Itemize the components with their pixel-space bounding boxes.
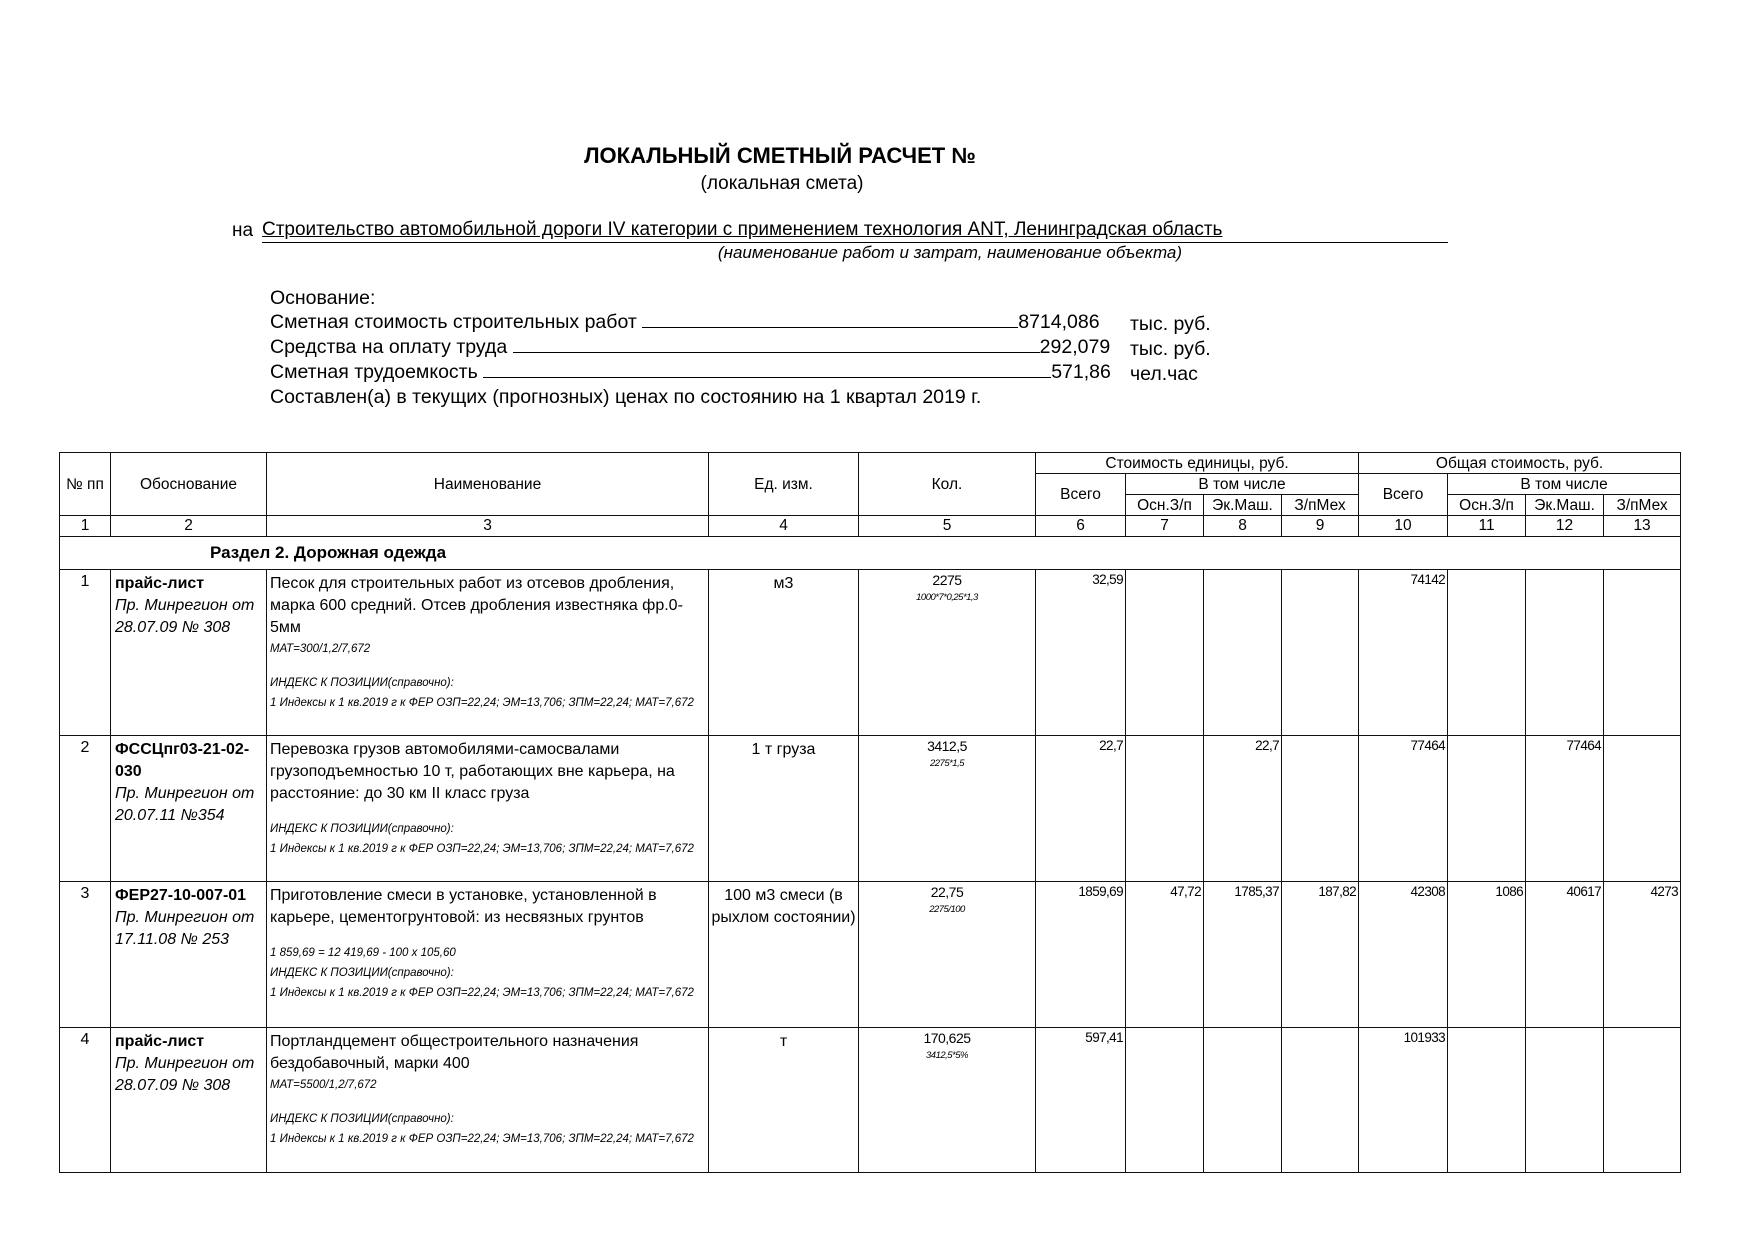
table-row	[60, 570, 1681, 736]
column-number: 7	[1126, 516, 1204, 537]
row-qty	[859, 570, 1036, 736]
row-name	[267, 570, 709, 736]
table-row	[60, 736, 1681, 882]
column-number: 4	[709, 516, 859, 537]
cell-unit-mech	[1282, 1028, 1359, 1173]
price-code: прайс-лист	[115, 575, 205, 592]
index-text: 1 Индексы к 1 кв.2019 г к ФЕР ОЗП=22,24; ЭМ=13,706; ЗПМ=22,24; МАТ=7,672	[270, 987, 694, 999]
price-level: Составлен(а) в текущих (прогнозных) ценах по состоянию на 1 квартал 2019 г.	[270, 386, 982, 408]
cell-unit-osn	[1126, 1028, 1204, 1173]
cell-sum-mech	[1604, 736, 1681, 882]
price-reference: Пр. Минрегион от 17.11.08 № 253	[115, 909, 255, 948]
item-name: Песок для строительных работ из отсевов дробления, марка 600 средний. Отсев дробления известняка фр.0-5мм	[270, 575, 683, 636]
basis-line-labor	[270, 361, 1198, 385]
header-unit-cost: Стоимость единицы, руб.	[1036, 453, 1359, 474]
price-reference: Пр. Минрегион от 28.07.09 № 308	[115, 597, 255, 636]
cell-sum-osn	[1448, 1028, 1526, 1173]
basis-line-cost	[270, 311, 1211, 335]
cell-unit-mash: 22,7	[1204, 736, 1282, 882]
fill-line	[483, 377, 1051, 378]
basis-unit: тыс. руб.	[1130, 338, 1211, 360]
basis-label: Сметная трудоемкость	[270, 361, 478, 383]
table-row	[60, 882, 1681, 1028]
row-number: 2	[60, 736, 111, 882]
basis-label: Средства на оплату труда	[270, 336, 508, 358]
basis-value: 571,86	[1051, 361, 1111, 383]
cell-sum-mech	[1604, 570, 1681, 736]
price-reference: Пр. Минрегион от 28.07.09 № 308	[115, 1055, 255, 1094]
cell-unit-total: 1859,69	[1036, 882, 1126, 1028]
cell-unit-mash	[1204, 1028, 1282, 1173]
qty-value: 22,75	[930, 884, 964, 900]
row-unit: м3	[709, 570, 859, 736]
row-unit: т	[709, 1028, 859, 1173]
header-basis: Обоснование	[111, 453, 267, 516]
qty-formula: 2275/100	[929, 904, 965, 915]
column-number: 6	[1036, 516, 1126, 537]
qty-value: 3412,5	[927, 738, 967, 754]
basis-value: 292,079	[1039, 336, 1111, 358]
qty-formula: 3412,5*5%	[926, 1050, 968, 1061]
header-qty: Кол.	[859, 453, 1036, 516]
column-number: 5	[859, 516, 1036, 537]
row-number: 1	[60, 570, 111, 736]
basis-line-wages	[270, 336, 1211, 360]
basis-value: 8714,086	[1018, 311, 1100, 333]
cell-unit-total: 597,41	[1036, 1028, 1126, 1173]
cell-unit-total: 32,59	[1036, 570, 1126, 736]
cell-sum-mash	[1526, 1028, 1604, 1173]
row-basis	[111, 1028, 267, 1173]
fill-line	[513, 352, 1040, 353]
basis-label: Сметная стоимость строительных работ	[270, 311, 637, 333]
cell-sum-mech: 4273	[1604, 882, 1681, 1028]
header-total-cost: Общая стоимость, руб.	[1359, 453, 1681, 474]
qty-value: 170,625	[923, 1030, 971, 1046]
item-name: Перевозка грузов автомобилями-самосвалами грузоподъемностью 10 т, работающих вне карьера, на расстояние: до 30 км II класс груза	[270, 741, 675, 802]
item-name: Портландцемент общестроительного назначения бездобавочный, марки 400	[270, 1033, 639, 1072]
price-code: прайс-лист	[115, 1033, 205, 1050]
calc-note: 1 859,69 = 12 419,69 - 100 x 105,60	[270, 947, 456, 959]
header-sum-zp-mech: З/пМех	[1604, 495, 1681, 516]
row-name	[267, 882, 709, 1028]
cell-unit-osn: 47,72	[1126, 882, 1204, 1028]
cell-unit-mech: 187,82	[1282, 882, 1359, 1028]
mat-note: МАТ=5500/1,2/7,672	[270, 1079, 377, 1091]
header-unit-including: В том числе	[1126, 474, 1359, 495]
table-row	[60, 1028, 1681, 1173]
index-title: ИНДЕКС К ПОЗИЦИИ(справочно):	[270, 823, 454, 835]
header-no: № пп	[60, 453, 111, 516]
qty-formula: 1000*7*0,25*1,3	[916, 592, 978, 603]
basis-heading: Основание:	[270, 287, 376, 309]
cell-sum-osn: 1086	[1448, 882, 1526, 1028]
column-number-row	[60, 516, 1681, 537]
row-name	[267, 1028, 709, 1173]
row-unit: 1 т груза	[709, 736, 859, 882]
index-text: 1 Индексы к 1 кв.2019 г к ФЕР ОЗП=22,24; ЭМ=13,706; ЗПМ=22,24; МАТ=7,672	[270, 1133, 694, 1145]
index-title: ИНДЕКС К ПОЗИЦИИ(справочно):	[270, 1113, 454, 1125]
row-qty	[859, 882, 1036, 1028]
column-number: 2	[111, 516, 267, 537]
basis-unit: тыс. руб.	[1130, 313, 1211, 335]
row-name	[267, 736, 709, 882]
row-unit: 100 м3 смеси (в рыхлом состоянии)	[709, 882, 859, 1028]
cell-unit-osn	[1126, 570, 1204, 736]
row-qty	[859, 736, 1036, 882]
cell-sum-osn	[1448, 736, 1526, 882]
header-sum-osn-zp: Осн.З/п	[1448, 495, 1526, 516]
qty-formula: 2275*1,5	[929, 758, 965, 769]
header-sum-ek-mash: Эк.Маш.	[1526, 495, 1604, 516]
cell-unit-mash	[1204, 570, 1282, 736]
header-unit-zp-mech: З/пМех	[1282, 495, 1359, 516]
section-title: Раздел 2. Дорожная одежда	[60, 537, 1681, 570]
header-sum-total: Всего	[1359, 474, 1448, 516]
header-unit-total: Всего	[1036, 474, 1126, 516]
index-title: ИНДЕКС К ПОЗИЦИИ(справочно):	[270, 677, 454, 689]
index-title: ИНДЕКС К ПОЗИЦИИ(справочно):	[270, 967, 454, 979]
qty-value: 2275	[932, 572, 962, 588]
estimate-table	[59, 452, 1681, 1173]
column-number: 10	[1359, 516, 1448, 537]
cell-unit-osn	[1126, 736, 1204, 882]
cell-sum-total: 74142	[1359, 570, 1448, 736]
cell-sum-mash	[1526, 570, 1604, 736]
price-code: ФЕР27-10-007-01	[115, 887, 247, 904]
header-unit-ek-mash: Эк.Маш.	[1204, 495, 1282, 516]
row-number: 3	[60, 882, 111, 1028]
index-text: 1 Индексы к 1 кв.2019 г к ФЕР ОЗП=22,24; ЭМ=13,706; ЗПМ=22,24; МАТ=7,672	[270, 697, 694, 709]
row-basis	[111, 736, 267, 882]
item-name: Приготовление смеси в установке, установленной в карьере, цементогрунтовой: из несвязных грунтов	[270, 887, 657, 926]
cell-unit-mash: 1785,37	[1204, 882, 1282, 1028]
cell-sum-total: 42308	[1359, 882, 1448, 1028]
cell-sum-osn	[1448, 570, 1526, 736]
column-number: 13	[1604, 516, 1681, 537]
header-unit-osn-zp: Осн.З/п	[1126, 495, 1204, 516]
document-title: ЛОКАЛЬНЫЙ СМЕТНЫЙ РАСЧЕТ №	[584, 143, 976, 168]
column-number: 11	[1448, 516, 1526, 537]
row-number: 4	[60, 1028, 111, 1173]
header-sum-including: В том числе	[1448, 474, 1681, 495]
row-basis	[111, 882, 267, 1028]
cell-sum-total: 101933	[1359, 1028, 1448, 1173]
column-number: 8	[1204, 516, 1282, 537]
cell-unit-total: 22,7	[1036, 736, 1126, 882]
column-number: 1	[60, 516, 111, 537]
object-caption: (наименование работ и затрат, наименование объекта)	[717, 243, 1183, 262]
cell-sum-total: 77464	[1359, 736, 1448, 882]
price-reference: Пр. Минрегион от 20.07.11 №354	[115, 785, 255, 824]
mat-note: МАТ=300/1,2/7,672	[270, 643, 371, 655]
object-name: Строительство автомобильной дороги IV категории с применением технология ANT, Ленинградская область	[262, 219, 1223, 240]
cell-unit-mech	[1282, 736, 1359, 882]
fill-line	[642, 327, 1018, 328]
index-text: 1 Индексы к 1 кв.2019 г к ФЕР ОЗП=22,24; ЭМ=13,706; ЗПМ=22,24; МАТ=7,672	[270, 843, 694, 855]
column-number: 12	[1526, 516, 1604, 537]
column-number: 3	[267, 516, 709, 537]
basis-unit: чел.час	[1130, 363, 1198, 385]
row-basis	[111, 570, 267, 736]
cell-sum-mash: 40617	[1526, 882, 1604, 1028]
price-code: ФССЦпг03-21-02-030	[115, 741, 250, 780]
object-name-line	[262, 220, 1448, 243]
document-subtitle: (локальная смета)	[700, 173, 864, 194]
cell-sum-mash: 77464	[1526, 736, 1604, 882]
header-unit: Ед. изм.	[709, 453, 859, 516]
cell-sum-mech	[1604, 1028, 1681, 1173]
object-prefix: на	[232, 220, 254, 241]
column-number: 9	[1282, 516, 1359, 537]
cell-unit-mech	[1282, 570, 1359, 736]
row-qty	[859, 1028, 1036, 1173]
header-name: Наименование	[267, 453, 709, 516]
